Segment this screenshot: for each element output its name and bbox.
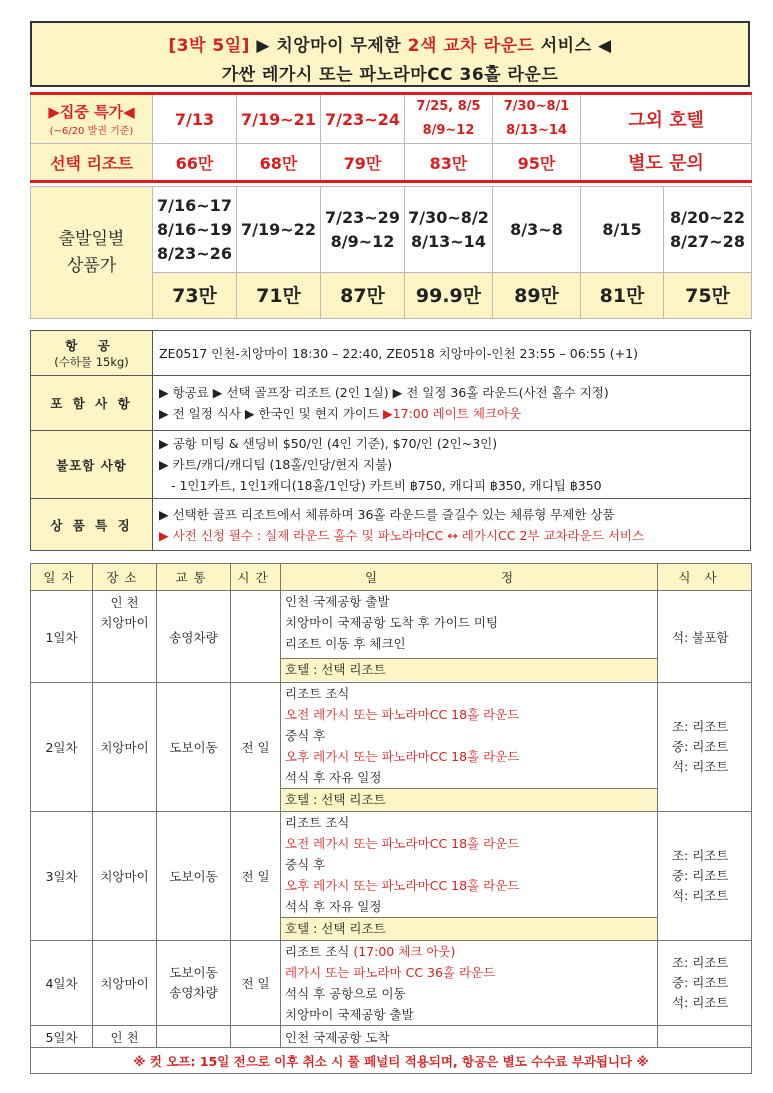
itinerary-item: 석식 후 공항으로 이동 [285,986,406,1001]
special-date: 7/30~8/1 8/13~14 [493,94,581,144]
schedule-row [31,941,752,1026]
special-date: 7/19~21 [237,94,321,144]
itinerary-item: 치앙마이 국제공항 도착 후 가이드 미팅 [285,615,499,630]
col-header-itinerary: 일 정 [281,564,658,591]
schedule-row [31,591,752,683]
col-header-place: 장소 [93,564,157,591]
place: 인 천 치앙마이 [93,591,157,683]
arrow-right-icon: ▶ [256,36,270,56]
excluded-line: - 1인1카트, 1인1캐디(18홀/1인당) 카트비 ฿750, 캐디피 ฿350, 캐디팁 ฿350 [171,478,602,493]
transport [157,1026,231,1048]
departure-label: 출발일별 상품가 [31,187,153,319]
departure-price: 89만 [493,273,581,319]
itinerary-item: 중식 후 [285,728,326,743]
excluded-label: 불포함 사항 [31,431,153,499]
feature-label: 상 품 특 징 [31,499,153,551]
title-line-1 [32,31,748,56]
itinerary-item: 중식 후 [285,857,326,872]
col-header-day: 일자 [31,564,93,591]
departure-date: 8/15 [581,187,664,273]
time: 전 일 [231,941,281,1026]
flight-info: ZE0517 인천-치앙마이 18:30 – 22:40, ZE0518 치앙마이-인천 23:55 – 06:55 (+1) [153,331,751,376]
checkout-note: (17:00 체크 아웃) [353,944,456,959]
time: 전 일 [231,683,281,812]
schedule-row [31,812,752,941]
transport: 도보이동 [157,812,231,941]
title-banner [30,21,750,87]
time: 전 일 [231,812,281,941]
excluded-cell [153,431,751,499]
place: 치앙마이 [93,812,157,941]
itinerary-cell [281,812,658,941]
day-label: 1일차 [31,591,93,683]
title-text: 치앙마이 무제한 [269,36,408,56]
itinerary-text: 리조트 조식 [285,944,354,959]
itinerary-item: 치앙마이 국제공항 출발 [285,1007,414,1022]
departure-date: 7/16~17 8/16~19 8/23~26 [153,187,237,273]
transport: 도보이동 [157,683,231,812]
day-label: 2일차 [31,683,93,812]
special-price: 83만 [405,144,493,182]
hotel-note: 호텔 : 선택 리조트 [281,917,657,940]
special-sublabel: (~6/20 발권 기준) [49,126,134,137]
special-price: 66만 [153,144,237,182]
itinerary-item-round: 오전 레가시 또는 파노라마CC 18홀 라운드 [285,707,520,722]
select-resort-label: 선택 리조트 [31,144,153,182]
title-duration: [3박 5일] [168,36,250,56]
special-label-cell [31,94,153,144]
place: 치앙마이 [93,683,157,812]
departure-price: 99.9만 [405,273,493,319]
itinerary-item-round: 오후 레가시 또는 파노라마CC 18홀 라운드 [285,749,520,764]
departure-date: 8/20~22 8/27~28 [664,187,752,273]
flight-label: 항 공 [65,338,118,353]
itinerary-item: 리조트 조식 [285,815,350,830]
itinerary-item [285,941,653,962]
flight-sublabel: (수하물 15kg) [54,355,129,369]
meals: 조: 리조트 중: 리조트 석: 리조트 [658,683,752,812]
meals: 석: 불포함 [658,591,752,683]
special-price: 79만 [321,144,405,182]
place: 인 천 [93,1026,157,1048]
departure-price: 71만 [237,273,321,319]
itinerary-item: 리조트 이동 후 체크인 [285,636,406,651]
meals: 조: 리조트 중: 리조트 석: 리조트 [658,812,752,941]
itinerary-item-round: 오후 레가시 또는 파노라마CC 18홀 라운드 [285,878,520,893]
itinerary-item: 인천 국제공항 출발 [285,594,390,609]
itinerary-cell [281,941,658,1026]
included-label: 포 함 사 항 [31,376,153,431]
hotel-note: 호텔 : 선택 리조트 [281,658,657,681]
departure-date: 7/30~8/2 8/13~14 [405,187,493,273]
itinerary-item-round: 레가시 또는 파노라마 CC 36홀 라운드 [285,965,496,980]
excluded-line: ▶ 카트/캐디/캐디팁 (18홀/인당/현지 지불) [159,457,393,472]
feature-cell [153,499,751,551]
itinerary-cell [281,591,658,683]
special-price: 95만 [493,144,581,182]
special-label: ▶집중 특가◀ [48,103,135,121]
itinerary-item: 석식 후 자유 일정 [285,770,382,785]
departure-date: 8/3~8 [493,187,581,273]
day-label: 5일차 [31,1026,93,1048]
time [231,591,281,683]
schedule-row [31,1026,752,1048]
place: 치앙마이 [93,941,157,1026]
departure-price: 75만 [664,273,752,319]
schedule-table [30,563,752,1074]
flight-label-cell [31,331,153,376]
special-date: 7/13 [153,94,237,144]
departure-price: 81만 [581,273,664,319]
departure-price: 87만 [321,273,405,319]
transport: 송영차량 [157,591,231,683]
itinerary-item: 리조트 조식 [285,686,350,701]
included-cell [153,376,751,431]
col-header-meals: 식사 [658,564,752,591]
title-highlight: 2색 교차 라운드 [407,36,535,56]
departure-price-table [30,186,752,319]
hotel-note: 호텔 : 선택 리조트 [281,788,657,811]
departure-date: 7/19~22 [237,187,321,273]
included-line: ▶ 항공료 ▶ 선택 골프장 리조트 (2인 1실) ▶ 전 일정 36홀 라운드(사전 홀수 지정) [159,385,609,400]
special-date: 그외 호텔 [581,94,752,144]
info-table [30,330,751,551]
col-header-time: 시간 [231,564,281,591]
special-price: 68만 [237,144,321,182]
cutoff-footnote: ※ 컷 오프: 15일 전으로 이후 취소 시 풀 페널티 적용되며, 항공은 별도 수수료 부과됩니다 ※ [31,1048,752,1074]
itinerary-item: 인천 국제공항 도착 [281,1026,658,1048]
day-label: 3일차 [31,812,93,941]
feature-line: ▶ 선택한 골프 리조트에서 체류하며 36홀 라운드를 즐길수 있는 체류형 무제한 상품 [159,506,615,522]
special-price-table [30,92,752,183]
col-header-transport: 교통 [157,564,231,591]
excluded-line: ▶ 공항 미팅 & 샌딩비 $50/인 (4인 기준), $70/인 (2인~3인) [159,436,498,451]
transport: 도보이동 송영차량 [157,941,231,1026]
title-text-2: 서비스 [534,36,598,56]
itinerary-item: 석식 후 자유 일정 [285,899,382,914]
departure-date: 7/23~29 8/9~12 [321,187,405,273]
schedule-row [31,683,752,812]
time [231,1026,281,1048]
included-text: ▶ 전 일정 식사 ▶ 한국인 및 현지 가이드 [159,406,384,421]
feature-line-highlight: ▶ 사전 신청 필수 : 실제 라운드 홀수 및 파노라마CC ↔ 레가시CC 2부 교차라운드 서비스 [159,527,645,543]
included-line [159,403,744,424]
special-date: 7/23~24 [321,94,405,144]
itinerary-cell [281,683,658,812]
departure-price: 73만 [153,273,237,319]
special-price: 별도 문의 [581,144,752,182]
late-checkout-note: ▶17:00 레이트 체크아웃 [383,406,522,421]
day-label: 4일차 [31,941,93,1026]
meals [658,1026,752,1048]
arrow-left-icon: ◀ [597,36,612,56]
special-date: 7/25, 8/5 8/9~12 [405,94,493,144]
itinerary-item-round: 오전 레가시 또는 파노라마CC 18홀 라운드 [285,836,520,851]
meals: 조: 리조트 중: 리조트 석: 리조트 [658,941,752,1026]
title-line-2: 가싼 레가시 또는 파노라마CC 36홀 라운드 [221,65,559,85]
